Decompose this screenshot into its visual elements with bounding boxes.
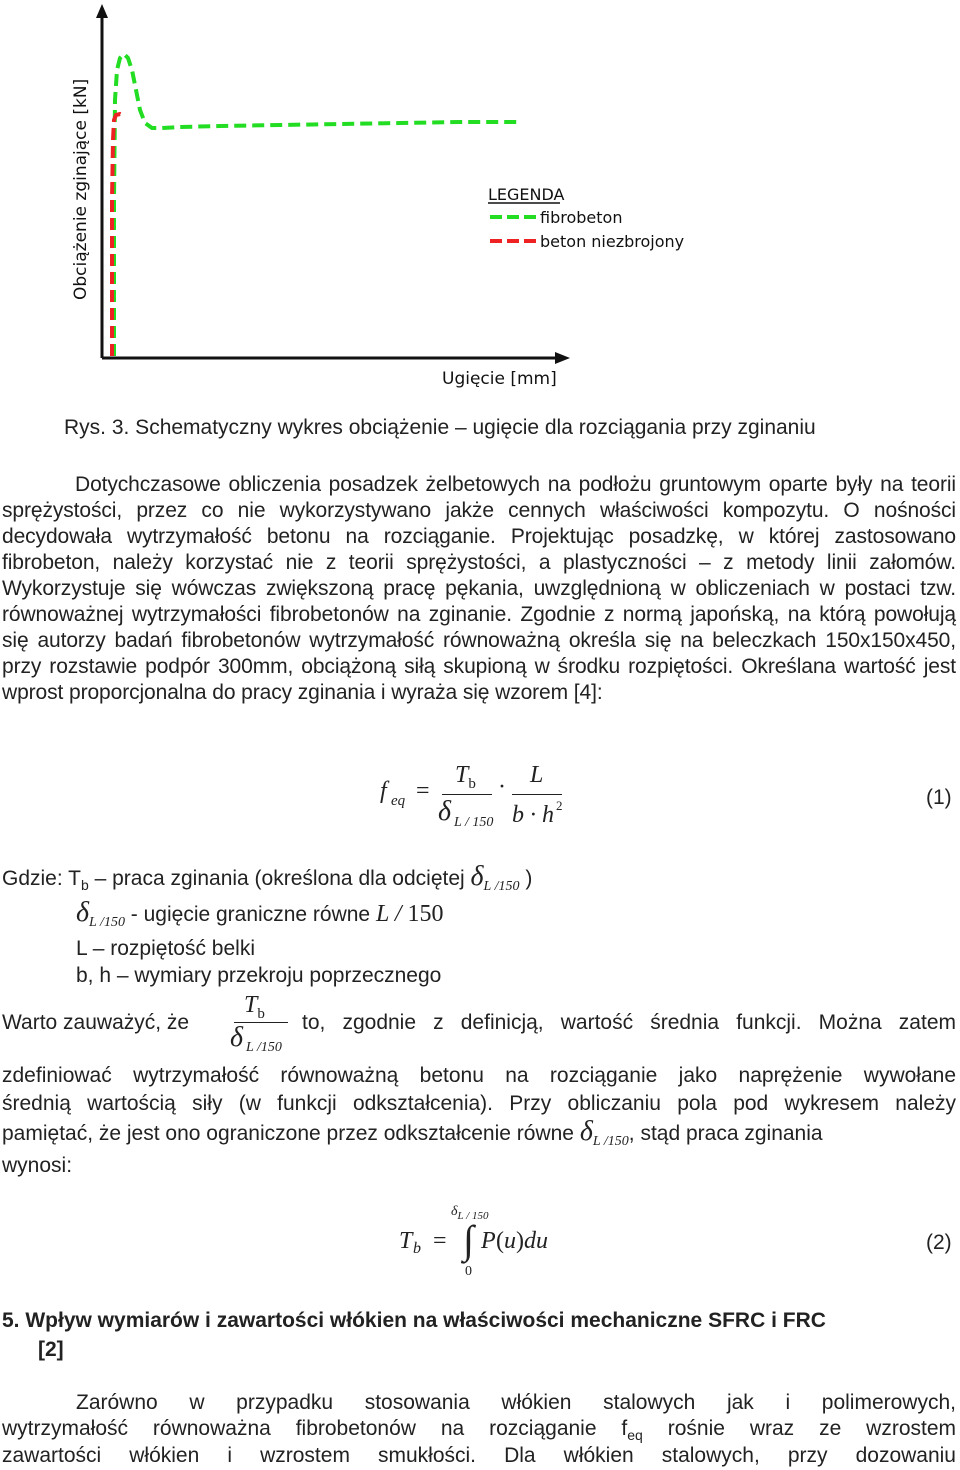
y-axis-arrow: [96, 4, 108, 18]
legend-title: LEGENDA: [488, 185, 565, 204]
warto-T: $T_b$: [244, 992, 265, 1022]
delta-sub: L /150: [89, 915, 125, 931]
figure-caption: Rys. 3. Schematyczny wykres obciążenie – ugięcie dla rozciągania przy zginaniu: [64, 416, 816, 439]
p3-line2-after: rośnie wraz ze wzrostem: [642, 1417, 957, 1440]
eq1-sup: 2: [556, 798, 563, 813]
gdzie-line-1: [2, 861, 702, 895]
gdzie-prefix: Gdzie: T: [2, 867, 81, 890]
paragraph-2-line-1: zdefiniować wytrzymałość równoważną betonu na rozciąganie jako naprężenie wywołane: [2, 1064, 956, 1087]
eq1-number: (1): [926, 786, 952, 809]
eq1-L: L: [530, 762, 544, 788]
paragraph-1: [2, 472, 956, 706]
gdzie-line-2: [76, 897, 676, 931]
gdzie-tb-desc: – praca zginania (określona dla odciętej: [88, 867, 471, 890]
paragraph-2-line-3: [2, 1116, 956, 1150]
gdzie-line-3: L – rozpiętość belki: [76, 937, 255, 960]
eq1-equals: =: [416, 778, 430, 804]
eq2-lower-limit: 0: [465, 1264, 472, 1279]
equation-2: [395, 1202, 575, 1282]
section-heading-line-1: 5. Wpływ wymiarów i zawartości włókien na właściwości mechaniczne SFRC i FRC: [2, 1309, 826, 1332]
paragraph-1-text: Dotychczasowe obliczenia posadzek żelbetowych na podłożu gruntowym oparte były na teorii sprężystości, przez co nie wykorzystywano jakże cennych właściwości kompozytu. O nośności decydowała wytrzymałość betonu na rozciąganie. Projektując posadzkę, w której zastosowano fibrobeton, należy korzystać nie z teorii sprężystości, a plastyczności – z metody linii załomów. Wykorzystuje się wówczas zwiększoną pracę pękania, uwzględnioną w obliczeniach w postaci tzw. równoważnej wytrzymałości fibrobetonów na zginanie. Zgodnie z normą japońską, na którą powołują się autorzy badań fibrobetonów wytrzymałość równoważną określa się na beleczkach 150x150x450, przy rozstawie podpór 300mm, obciążoną siłą skupioną w środku rozpiętości. Określana wartość jest wprost proporcjonalna do pracy zginania i wyraża się wzorem [4]:: [2, 473, 956, 704]
eq2-number: (2): [926, 1231, 952, 1254]
paragraph-3-line-3: zawartości włókien i wzrostem smukłości. Dla włókien stalowych, przy dozowaniu: [2, 1444, 956, 1467]
legend-label-fibrobeton: fibrobeton: [540, 208, 623, 227]
load-deflection-chart: [60, 0, 685, 400]
p3-line2-sub: eq: [627, 1427, 643, 1444]
legend-label-beton: beton niezbrojony: [540, 232, 685, 251]
eq2-body-2: (u)du: [496, 1228, 548, 1254]
warto-after: to, zgodnie z definicją, wartość średnia funkcji. Można zatem: [302, 1011, 956, 1034]
paragraph-2-line-3-before: pamiętać, że jest ono ograniczone przez odkształcenie równe: [2, 1122, 574, 1145]
p3-line2-before: wytrzymałość równoważna fibrobetonów na rozciąganie f: [2, 1417, 628, 1440]
delta-value-num: 150: [407, 901, 444, 927]
eq2-equals: =: [433, 1228, 447, 1254]
eq2-upper-limit: $\delta_{L / 150}$: [451, 1204, 489, 1222]
warto-fraction: [228, 992, 298, 1058]
delta-symbol: δ: [76, 897, 90, 928]
warto-delta-sub: L /150: [246, 1040, 282, 1055]
warto-delta: δ: [230, 1022, 244, 1053]
p2-delta-sub: L /150: [592, 1134, 629, 1150]
gdzie-sub-b: b: [80, 877, 89, 894]
eq2-integral: ∫: [463, 1217, 474, 1262]
eq2-body: P: [481, 1228, 496, 1254]
series-beton-line: [112, 114, 124, 356]
eq1-dot: ·: [498, 774, 506, 800]
eq1-f-sub: eq: [391, 793, 406, 809]
section-heading-line-2: [2]: [38, 1338, 64, 1361]
eq1-f: f: [380, 778, 387, 804]
delta-desc: - ugięcie graniczne równe: [130, 903, 371, 926]
gdzie-delta-sub: L /150: [483, 879, 520, 895]
paragraph-2-line-4: wynosi:: [2, 1154, 73, 1177]
p2-delta: δ: [579, 1116, 593, 1147]
equation-1: [380, 760, 580, 840]
x-axis-arrow: [555, 352, 570, 364]
eq2-T: T: [399, 1228, 413, 1254]
eq1-bh: b · h: [512, 802, 554, 828]
paragraph-2-line-2: średnią wartością siły (w funkcji odkształcenia). Przy obliczaniu pola pod wykresem należy: [2, 1092, 956, 1115]
series-fibrobeton-line: [114, 54, 520, 356]
paragraph-3-line-2: [2, 1416, 956, 1442]
eq1-frac-line-1: [442, 794, 492, 795]
gdzie-close: ): [525, 867, 533, 890]
paragraph-3-line-1: Zarówno w przypadku stosowania włókien stalowych jak i polimerowych,: [76, 1391, 956, 1414]
eq2-T-sub: b: [413, 1240, 421, 1257]
x-axis-label: Ugięcie [mm]: [442, 369, 557, 389]
y-axis-label: Obciążenie zginające [kN]: [71, 78, 91, 300]
gdzie-delta: δ: [470, 861, 484, 892]
paragraph-2-line-3-after: , stąd praca zginania: [628, 1122, 823, 1145]
eq1-Tb: $T_b$: [455, 762, 476, 792]
warto-before: Warto zauważyć, że: [2, 1011, 190, 1034]
eq1-delta: δ: [438, 796, 452, 827]
eq1-frac-line-2: [512, 794, 562, 795]
eq1-delta-sub: L / 150: [454, 815, 494, 830]
delta-value: L /: [375, 901, 408, 927]
gdzie-line-4: b, h – wymiary przekroju poprzecznego: [76, 964, 442, 987]
